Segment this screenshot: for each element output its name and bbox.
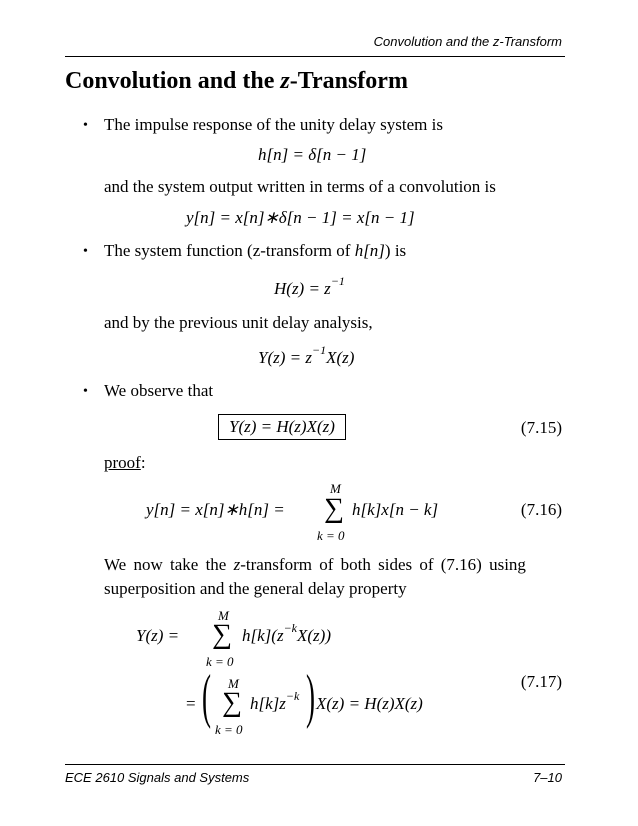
page-title [65, 68, 408, 95]
bullet-2-text: The system function (z-transform of h[n]) is [104, 241, 407, 260]
bullet-2-marker: • [83, 244, 88, 259]
summation-icon: ∑ [222, 687, 242, 718]
bullet-1-follow: and the system output written in terms of a convolution is [104, 177, 496, 196]
proof-sum-upper: M [330, 481, 341, 496]
eq-impulse-response: h[n] = δ[n − 1] [258, 145, 367, 164]
title-text-post: -Transform [289, 68, 408, 94]
boxed-equation: Y(z) = H(z)X(z) [218, 414, 346, 440]
eq17-line1-sum-lower: k = 0 [206, 654, 234, 669]
bullet-3-marker: • [83, 384, 88, 399]
eq17-line1-lhs: Y(z) = [136, 626, 180, 645]
eq-system-function: $H(z) = z^{-1}$ [274, 274, 345, 298]
header-rule [65, 56, 565, 57]
eq-proof-lhs: y[n] = x[n]∗h[n] = [146, 500, 285, 519]
eqno-7-16: (7.16) [520, 500, 562, 519]
proof-label: proof: [104, 453, 146, 472]
eq17-line1-rhs: $h[k](z^{-k}X(z))$ [242, 621, 331, 645]
bullet-2-follow: and by the previous unit delay analysis, [104, 313, 373, 332]
summation-icon: ∑ [324, 493, 344, 524]
bullet-1-marker: • [83, 118, 88, 133]
eq17-line2-sum-lower: k = 0 [215, 722, 243, 737]
eq17-line1-sum-upper: M [218, 608, 229, 623]
footer-rule [65, 764, 565, 765]
eqno-7-15: (7.15) [520, 418, 562, 437]
summation-icon: ∑ [212, 619, 232, 650]
footer-page-number: 7–10 [533, 770, 562, 785]
title-z: z [280, 68, 290, 94]
eq17-line2-equals: = [186, 694, 196, 713]
proof-sum-lower: k = 0 [317, 528, 345, 543]
eq17-line2-rhs: X(z) = H(z)X(z) [316, 694, 423, 713]
running-header: Convolution and the z-Transform [373, 34, 562, 49]
bullet-3-text: We observe that [104, 381, 214, 400]
eq-unit-delay: $Y(z) = z^{-1}X(z)$ [258, 343, 355, 367]
para-line-2: superposition and the general delay property [104, 579, 407, 598]
para-line-1: We now take the z-transform of both sides of (7.16) using [104, 555, 526, 574]
eq17-line2-sum-upper: M [228, 676, 239, 691]
eq-proof-rhs: h[k]x[n − k] [352, 500, 439, 519]
left-paren-icon: ( [202, 663, 211, 729]
eq17-line2-sum-term: $h[k]z^{-k}$ [250, 689, 300, 713]
eqno-7-17: (7.17) [520, 672, 562, 691]
footer-left: ECE 2610 Signals and Systems [65, 770, 250, 785]
title-text-pre: Convolution and the [65, 68, 281, 94]
eq-convolution-output: y[n] = x[n]∗δ[n − 1] = x[n − 1] [186, 208, 415, 227]
bullet-1-text: The impulse response of the unity delay system is [104, 115, 443, 134]
right-paren-icon: ) [306, 663, 315, 729]
